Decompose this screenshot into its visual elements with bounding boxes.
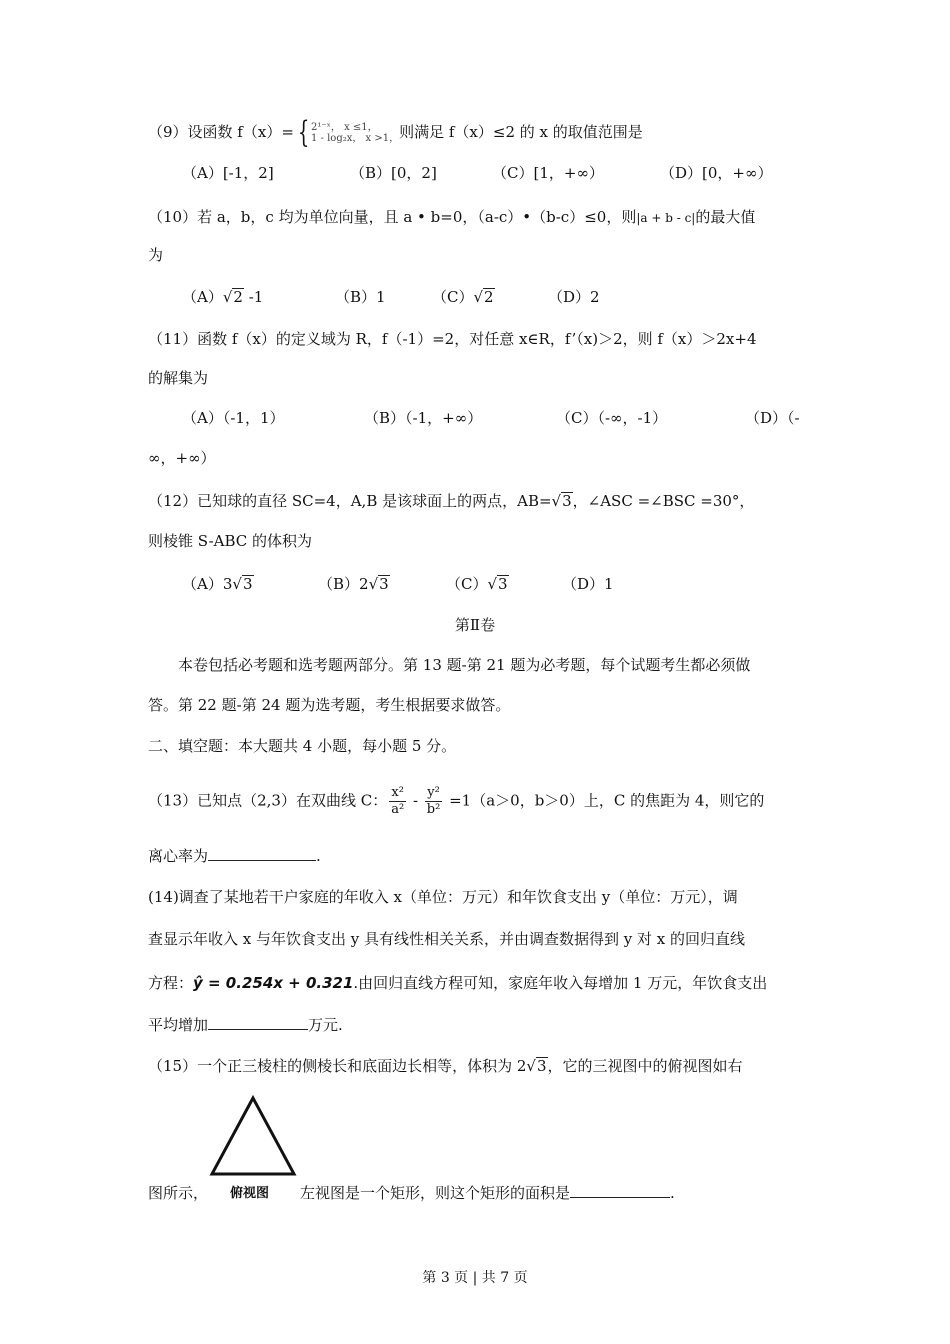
q10-option-b: （B）1 [335,288,386,306]
q13-text-b: =1（a＞0，b＞0）上，C 的焦距为 4，则它的 [444,791,765,810]
q11-option-a: （A）（-1，1） [182,409,285,427]
q9-piecewise [294,115,400,150]
q15-line1 [148,1055,743,1077]
top-view-figure [208,1094,298,1206]
q14-line3-label: 方程： [148,974,194,992]
q14-line4 [148,1014,343,1036]
q13-line2-text: 离心率为 [148,847,209,865]
sqrt-symbol: √ [526,1057,536,1075]
q10-text-a: （10）若 a，b，c 均为单位向量，且 a • b=0，（a-c）•（b-c）≤0，则 [148,208,637,226]
q12-line1 [148,490,754,512]
q9-prefix: （9）设函数 f（x）= [148,123,294,141]
q10-opta-post: -1 [243,288,264,306]
q13-minus: - [408,791,423,810]
q11-option-b: （B）（-1，+∞） [364,409,483,427]
sqrt-symbol: √ [368,575,379,593]
q10-option-d: （D）2 [548,288,600,306]
q14-line1: (14)调查了某地若干户家庭的年收入 x（单位：万元）和年饮食支出 y（单位：万元），调 [148,888,738,906]
q12-optb-label: （B）2 [318,575,369,593]
q14-line4-unit: 万元. [308,1016,343,1034]
q10-optc-label: （C） [432,288,474,306]
q13-frac-x-den: a² [391,802,405,817]
q14-line2: 查显示年收入 x 与年饮食支出 y 具有线性相关关系，并由调查数据得到 y 对 x 的回归直线 [148,930,746,948]
q10-optc-radicand: 2 [484,288,494,306]
q12-optc-radicand: 3 [498,575,508,593]
q9-case1: 2¹⁻ˣ， x ≤1， [311,122,378,133]
q15-answer-blank[interactable] [570,1183,670,1198]
sqrt-symbol: √ [222,288,233,306]
q11-option-d: （D）（- [745,409,800,427]
q9-line [148,115,643,150]
q14-line4-label: 平均增加 [148,1016,209,1034]
q12-optc-label: （C） [446,575,488,593]
q14-line3 [148,972,767,994]
part2-intro-line2: 答。第 22 题-第 24 题为选考题，考生根据要求做答。 [148,696,511,714]
brace-symbol: { [297,115,310,150]
q15-line2-start: 图所示， [148,1184,209,1202]
q12-option-a [182,573,254,595]
q10-text-b: 的最大值 [695,208,756,226]
q11-option-c: （C）（-∞，-1） [556,409,668,427]
part2-intro-line1: 本卷包括必考题和选考题两部分。第 13 题-第 21 题为必考题，每个试题考生都必须做 [178,656,751,674]
q13-text-a: （13）已知点（2,3）在双曲线 C： [148,791,388,810]
q13-frac-x-num: x² [391,785,404,800]
q9-option-b: （B）[0，2] [350,164,437,182]
q15-text-b: ，它的三视图中的俯视图如右 [547,1057,743,1075]
q9-option-d: （D）[0，+∞） [660,164,773,182]
q9-suffix: 则满足 f（x）≤2 的 x 的取值范围是 [399,123,643,141]
q10-option-c [432,286,495,308]
q13-frac-y-den: b² [426,802,441,817]
q13-line2-end: . [316,847,321,865]
q13-line1 [148,785,764,818]
q12-text-a: （12）已知球的直径 SC=4，A,B 是该球面上的两点，AB= [148,492,552,510]
sqrt-symbol: √ [551,492,562,510]
q10-opta-label: （A） [182,288,223,306]
page-footer: 第 3 页 | 共 7 页 [422,1270,528,1286]
q12-option-b [318,573,390,595]
triangle-icon [208,1094,298,1184]
q13-answer-blank[interactable] [208,846,316,861]
q12-opta-label: （A）3 [182,575,233,593]
q12-option-c [446,573,509,595]
q12-text-b: ，∠ASC =∠BSC =30°， [572,492,755,510]
q9-option-a: （A）[-1，2] [182,164,274,182]
q14-line3-text: .由回归直线方程可知，家庭年收入每增加 1 万元，年饮食支出 [353,974,768,992]
part2-title: 第Ⅱ卷 [454,616,496,634]
q10-line2: 为 [148,246,164,264]
q12-option-d: （D）1 [562,575,614,593]
section-heading: 二、填空题：本大题共 4 小题，每小题 5 分。 [148,737,457,755]
q15-radicand: 3 [536,1057,547,1075]
sqrt-symbol: √ [487,575,498,593]
q12-optb-radicand: 3 [379,575,389,593]
q14-answer-blank[interactable] [208,1015,308,1030]
q12-line2: 则棱锥 S-ABC 的体积为 [148,532,313,550]
q12-opta-radicand: 3 [242,575,253,593]
q15-text-a: （15）一个正三棱柱的侧棱长和底面边长相等，体积为 2 [148,1057,527,1075]
q10-line1 [148,206,755,229]
q13-frac-y [425,785,443,818]
q15-line2-text: 左视图是一个矩形，则这个矩形的面积是 [300,1184,571,1202]
q14-regression-formula: ŷ = 0.254x + 0.321 [193,974,354,992]
q13-frac-y-num: y² [427,785,440,800]
q13-line2 [148,845,321,867]
q9-option-c: （C）[1，+∞） [492,164,604,182]
q11-line2: 的解集为 [148,369,209,387]
q15-line2-end: . [670,1184,675,1202]
sqrt-symbol: √ [232,575,242,593]
q15-line2 [300,1182,675,1204]
q10-opta-radicand: 2 [233,288,243,306]
q11-option-d-cont: ∞，+∞） [148,449,216,467]
q12-radicand: 3 [562,492,572,510]
q10-abs: |a + b - c| [636,211,696,225]
top-view-label: 俯视图 [230,1186,270,1201]
q9-case2: 1 - log₂x， x >1， [311,133,400,144]
q10-option-a [182,286,263,308]
q11-line1: （11）函数 f（x）的定义域为 R，f（-1）=2，对任意 x∈R，f’（x)＞2，则 f（x）＞2x+4 [148,330,757,348]
q13-frac-x [389,785,406,818]
sqrt-symbol: √ [473,288,484,306]
